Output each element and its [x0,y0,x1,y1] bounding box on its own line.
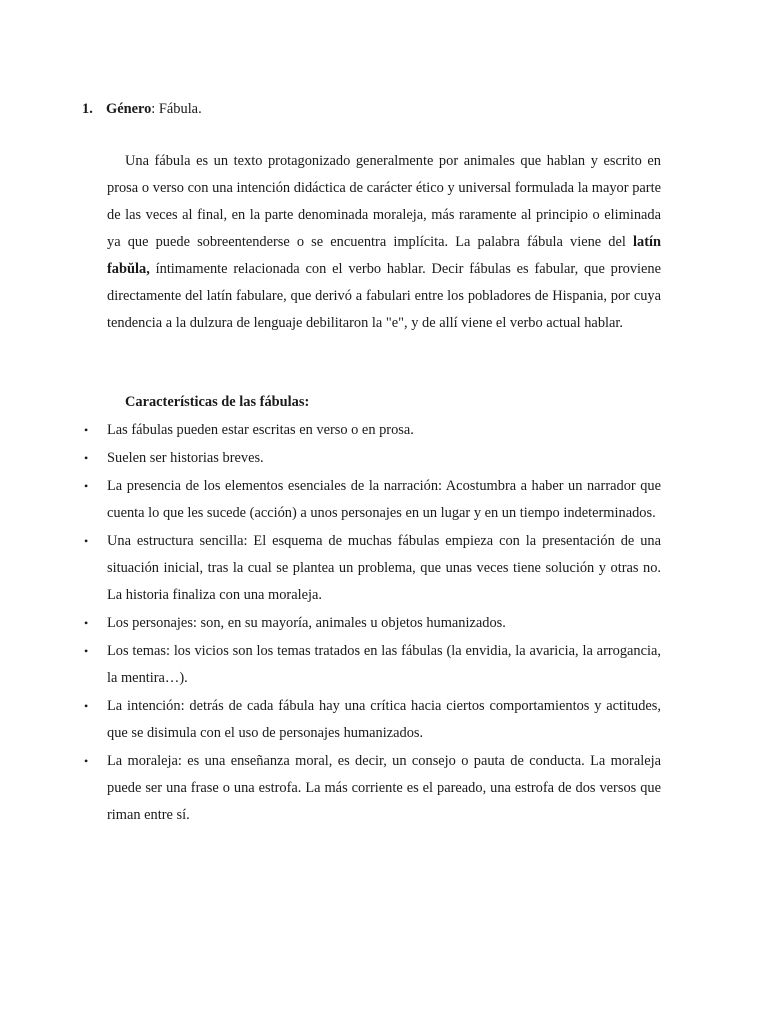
section-heading [82,99,682,119]
bullet-icon: • [84,616,89,630]
bullet-icon: • [84,644,89,658]
list-item [82,528,661,609]
list-item-text: Los temas: los vicios son los temas tratados en las fábulas (la envidia, la avaricia, la arrogancia, la mentira…). [107,643,661,686]
bullet-icon: • [84,699,89,713]
intro-text-part1: Una fábula es un texto protagonizado generalmente por animales que hablan y escrito en prosa o verso con una intención didáctica de carácter ético y universal formulada la mayor parte de las veces al final, en la parte denominada moraleja, más raramente al principio o eliminada ya que puede sobreentenderse o se encuentra implícita. La palabra fábula viene del [107,153,661,250]
heading-label: Género [106,101,152,117]
heading-value: Fábula. [158,101,202,117]
intro-paragraph [107,148,661,337]
list-item [82,638,661,692]
list-item [82,445,661,472]
list-item [82,610,661,637]
bullet-icon: • [84,754,89,768]
heading-separator: : [151,101,159,117]
list-item-text: Los personajes: son, en su mayoría, animales u objetos humanizados. [107,615,506,631]
bullet-icon: • [84,479,89,493]
list-item [82,417,661,444]
characteristics-title: Características de las fábulas: [125,394,310,410]
list-item [82,693,661,747]
heading-number: 1. [82,101,93,117]
list-item [82,473,661,527]
list-item-text: La moraleja: es una enseñanza moral, es decir, un consejo o pauta de conducta. La moraleja puede ser una frase o una estrofa. La más corriente es el pareado, una estrofa de dos versos que riman entre sí. [107,753,661,823]
intro-text-part2: íntimamente relacionada con el verbo hablar. Decir fábulas es fabular, que proviene directamente del latín fabulare, que derivó a fabulari entre los pobladores de Hispania, por cuya tendencia a la dulzura de lenguaje debilitaron la "e", y de allí viene el verbo actual hablar. [107,261,661,331]
bullet-icon: • [84,451,89,465]
bullet-icon: • [84,534,89,548]
intro-bold-term: latín fabŭla, [107,234,661,277]
list-item [82,748,661,829]
list-item-text: La intención: detrás de cada fábula hay una crítica hacia ciertos comportamientos y actitudes, que se disimula con el uso de personajes humanizados. [107,698,661,741]
list-item-text: Suelen ser historias breves. [107,450,264,466]
list-item-text: Una estructura sencilla: El esquema de muchas fábulas empieza con la presentación de una situación inicial, tras la cual se plantea un problema, que unas veces tiene solución y otras no. La historia finaliza con una moraleja. [107,533,661,603]
bullet-icon: • [84,423,89,437]
list-item-text: La presencia de los elementos esenciales de la narración: Acostumbra a haber un narrador que cuenta lo que les sucede (acción) a unos personajes en un lugar y en un tiempo indeterminados. [107,478,661,521]
characteristics-list [82,417,661,830]
list-item-text: Las fábulas pueden estar escritas en verso o en prosa. [107,422,414,438]
